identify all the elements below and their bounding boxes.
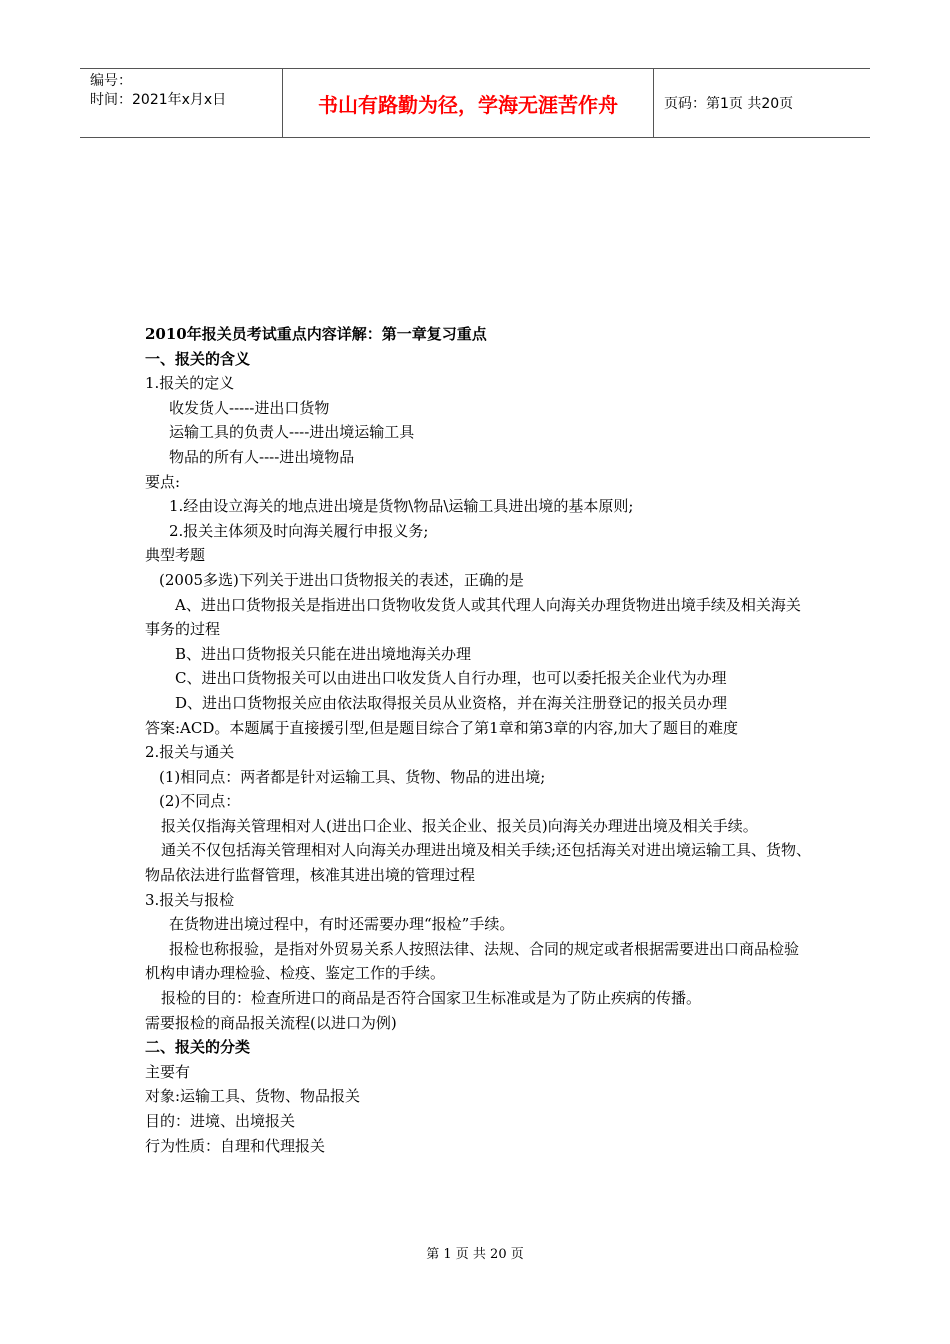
document-body (145, 322, 813, 1158)
header-motto: 书山有路勤为径，学海无涯苦作舟 (282, 69, 654, 137)
question-option: C、进出口货物报关可以由进出口收发货人自行办理，也可以委托报关企业代为办理 (175, 669, 727, 688)
paragraph: 典型考题 (145, 546, 206, 565)
paragraph: 报关仅指海关管理相对人(进出口企业、报关企业、报关员)向海关办理进出境及相关手续。 (161, 816, 758, 835)
paragraph: 目的：进境、出境报关 (145, 1112, 296, 1130)
page-header (80, 68, 870, 138)
paragraph: 需要报检的商品报关流程(以进口为例) (145, 1013, 397, 1032)
paragraph: 1.经由设立海关的地点进出境是货物\物品\运输工具进出境的基本原则; (169, 497, 634, 516)
paragraph: 通关不仅包括海关管理相对人向海关办理进出境及相关手续;还包括海关对进出境运输工具、货物、物品依法进行监督管理，核准其进出境的管理过程 (145, 841, 812, 885)
paragraph: 行为性质：自理和代理报关 (145, 1136, 326, 1155)
page-footer: 第 1 页 共 20 页 (426, 1247, 524, 1262)
paragraph: 运输工具的负责人----进出境运输工具 (169, 423, 415, 442)
answer-paragraph: 答案:ACD。本题属于直接援引型,但是题目综合了第1章和第3章的内容,加大了题目的难度 (145, 718, 739, 737)
paragraph: 报检的目的：检查所进口的商品是否符合国家卫生标准或是为了防止疾病的传播。 (161, 989, 702, 1008)
document-title: 2010年报关员考试重点内容详解：第一章复习重点 (145, 325, 487, 343)
section-heading: 一、报关的含义 (145, 349, 251, 368)
paragraph: 物品的所有人----进出境物品 (169, 447, 355, 466)
question-stem: (2005多选)下列关于进出口货物报关的表述，正确的是 (159, 570, 524, 589)
question-option: D、进出口货物报关应由依法取得报关员从业资格，并在海关注册登记的报关员办理 (175, 693, 728, 712)
paragraph: 报检也称报验，是指对外贸易关系人按照法律、法规、合同的规定或者根据需要进出口商品检验机构申请办理检验、检疫、鉴定工作的手续。 (145, 939, 800, 983)
header-page-info: 页码：第1页 共20页 (664, 96, 794, 112)
header-meta (80, 69, 282, 137)
paragraph: 要点: (145, 472, 181, 491)
paragraph: (1)相同点：两者都是针对运输工具、货物、物品的进出境; (159, 767, 546, 786)
paragraph: 主要有 (145, 1062, 191, 1081)
subheading: 3.报关与报检 (145, 890, 235, 909)
subheading: 2.报关与通关 (145, 743, 235, 762)
paragraph: 对象:运输工具、货物、物品报关 (145, 1087, 361, 1106)
section-heading: 二、报关的分类 (145, 1038, 251, 1057)
time-label: 时间：2021年x月x日 (90, 92, 227, 108)
paragraph: 收发货人-----进出口货物 (169, 398, 330, 417)
paragraph: (2)不同点： (159, 792, 241, 811)
paragraph: 在货物进出境过程中，有时还需要办理“报检”手续。 (169, 915, 515, 934)
question-option: B、进出口货物报关只能在进出境地海关办理 (175, 644, 472, 663)
subheading: 1.报关的定义 (145, 374, 235, 393)
number-label: 编号： (90, 73, 132, 89)
paragraph: 2.报关主体须及时向海关履行申报义务; (169, 521, 429, 540)
question-option: A、进出口货物报关是指进出口货物收发货人或其代理人向海关办理货物进出境手续及相关海关事务的过程 (145, 595, 801, 639)
